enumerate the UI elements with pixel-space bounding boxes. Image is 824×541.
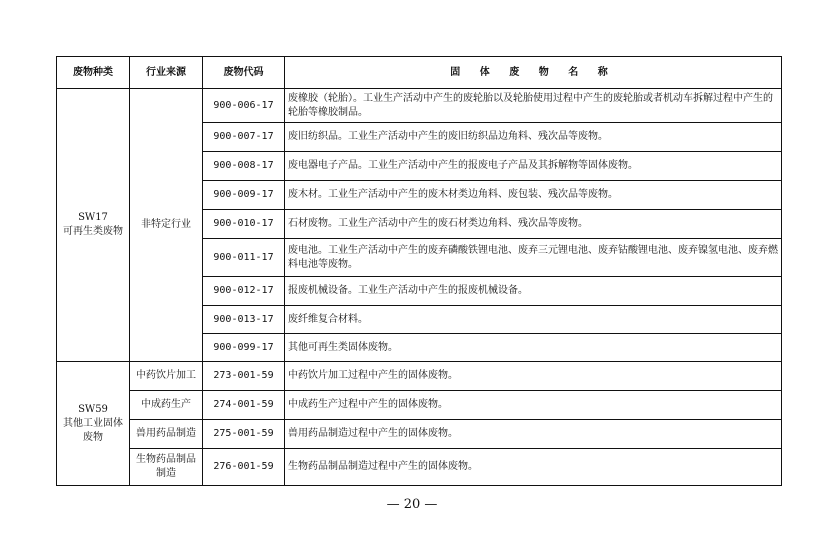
table-row — [57, 362, 782, 391]
waste-code: 273-001-59 — [203, 362, 285, 391]
category-code: SW59 — [78, 403, 108, 415]
waste-name: 其他可再生类固体废物。 — [285, 334, 782, 362]
waste-code: 276-001-59 — [203, 449, 285, 486]
waste-code: 900-012-17 — [203, 277, 285, 306]
waste-name: 废木材。工业生产活动中产生的废木材类边角料、废包装、残次品等废物。 — [285, 181, 782, 210]
category-cell-sw59 — [57, 362, 130, 486]
table-row — [57, 391, 782, 420]
waste-name: 兽用药品制造过程中产生的固体废物。 — [285, 420, 782, 449]
category-cell-sw17 — [57, 89, 130, 362]
waste-code: 274-001-59 — [203, 391, 285, 420]
table-row — [57, 420, 782, 449]
table-row — [57, 89, 782, 123]
header-industry: 行业来源 — [130, 57, 203, 89]
industry-cell: 非特定行业 — [130, 89, 203, 362]
industry-cell: 中成药生产 — [130, 391, 203, 420]
category-name: 其他工业固体废物 — [63, 417, 123, 443]
waste-code: 900-099-17 — [203, 334, 285, 362]
waste-code: 275-001-59 — [203, 420, 285, 449]
waste-name: 废电池。工业生产活动中产生的废弃磷酸铁锂电池、废弃三元锂电池、废弃钴酸锂电池、废弃镍氢电池、废弃燃料电池等废物。 — [285, 239, 782, 277]
waste-code: 900-006-17 — [203, 89, 285, 123]
waste-name: 中成药生产过程中产生的固体废物。 — [285, 391, 782, 420]
waste-code: 900-007-17 — [203, 123, 285, 152]
waste-name: 石材废物。工业生产活动中产生的废石材类边角料、残次品等废物。 — [285, 210, 782, 239]
waste-name: 废电器电子产品。工业生产活动中产生的报废电子产品及其拆解物等固体废物。 — [285, 152, 782, 181]
waste-name: 报废机械设备。工业生产活动中产生的报废机械设备。 — [285, 277, 782, 306]
industry-cell: 兽用药品制造 — [130, 420, 203, 449]
waste-code: 900-009-17 — [203, 181, 285, 210]
waste-name: 废纤维复合材料。 — [285, 306, 782, 334]
header-name: 固 体 废 物 名 称 — [285, 57, 782, 89]
header-code: 废物代码 — [203, 57, 285, 89]
waste-name: 生物药品制品制造过程中产生的固体废物。 — [285, 449, 782, 486]
header-category: 废物种类 — [57, 57, 130, 89]
table-row — [57, 449, 782, 486]
category-code: SW17 — [78, 212, 108, 223]
table-header-row — [57, 57, 782, 89]
category-name: 可再生类废物 — [63, 226, 123, 237]
waste-name: 中药饮片加工过程中产生的固体废物。 — [285, 362, 782, 391]
industry-cell: 中药饮片加工 — [130, 362, 203, 391]
waste-code: 900-013-17 — [203, 306, 285, 334]
industry-cell: 生物药品制品制造 — [130, 449, 203, 486]
page-number: — 20 — — [386, 497, 438, 512]
waste-table — [56, 56, 782, 486]
waste-name: 废旧纺织品。工业生产活动中产生的废旧纺织品边角料、残次品等废物。 — [285, 123, 782, 152]
waste-name: 废橡胶（轮胎）。工业生产活动中产生的废轮胎以及轮胎使用过程中产生的废轮胎或者机动车拆解过程中产生的轮胎等橡胶制品。 — [285, 89, 782, 123]
waste-code: 900-008-17 — [203, 152, 285, 181]
waste-code: 900-010-17 — [203, 210, 285, 239]
waste-code: 900-011-17 — [203, 239, 285, 277]
